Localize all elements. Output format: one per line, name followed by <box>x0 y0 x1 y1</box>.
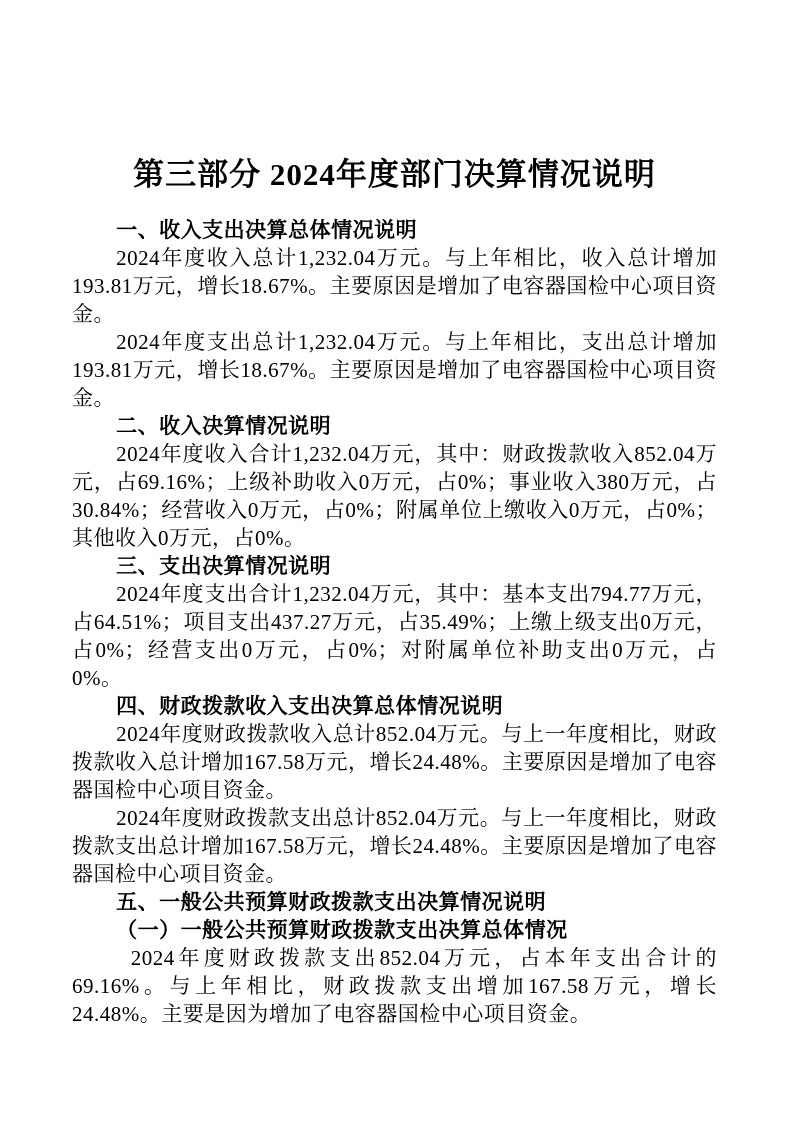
section-heading-4: 四、财政拨款收入支出决算总体情况说明 <box>116 694 504 718</box>
section-heading-1: 一、收入支出决算总体情况说明 <box>116 218 418 242</box>
section-heading-5: 五、一般公共预算财政拨款支出决算情况说明 <box>116 890 547 914</box>
paragraph: 2024年度收入合计1,232.04万元，其中：财政拨款收入852.04万元，占69.16%；上级补助收入0万元，占0%；事业收入380万元，占30.84%；经营收入0万元，占0%；附属单位上缴收入0万元，占0%；其他收入0万元，占0%。 <box>72 442 717 550</box>
section-heading-3: 三、支出决算情况说明 <box>116 554 332 578</box>
subsection-heading-5-1: （一）一般公共预算财政拨款支出决算总体情况 <box>116 918 568 942</box>
paragraph: 2024年度财政拨款支出852.04万元，占本年支出合计的69.16%。与上年相比，财政拨款支出增加167.58万元，增长24.48%。主要是因为增加了电容器国检中心项目资金。 <box>72 946 717 1026</box>
paragraph: 2024年度支出总计1,232.04万元。与上年相比，支出总计增加193.81万元，增长18.67%。主要原因是增加了电容器国检中心项目资金。 <box>72 330 717 410</box>
paragraph: 2024年度财政拨款支出总计852.04万元。与上一年度相比，财政拨款支出总计增加167.58万元，增长24.48%。主要原因是增加了电容器国检中心项目资金。 <box>72 806 717 886</box>
section-heading-2: 二、收入决算情况说明 <box>116 414 332 438</box>
paragraph: 2024年度财政拨款收入总计852.04万元。与上一年度相比，财政拨款收入总计增加167.58万元，增长24.48%。主要原因是增加了电容器国检中心项目资金。 <box>72 722 717 802</box>
document-title: 第三部分 2024年度部门决算情况说明 <box>133 157 656 192</box>
paragraph: 2024年度收入总计1,232.04万元。与上年相比，收入总计增加193.81万元，增长18.67%。主要原因是增加了电容器国检中心项目资金。 <box>72 246 717 326</box>
paragraph: 2024年度支出合计1,232.04万元，其中：基本支出794.77万元，占64.51%；项目支出437.27万元，占35.49%；上缴上级支出0万元，占0%；经营支出0万元，占0%；对附属单位补助支出0万元，占0%。 <box>72 582 717 690</box>
